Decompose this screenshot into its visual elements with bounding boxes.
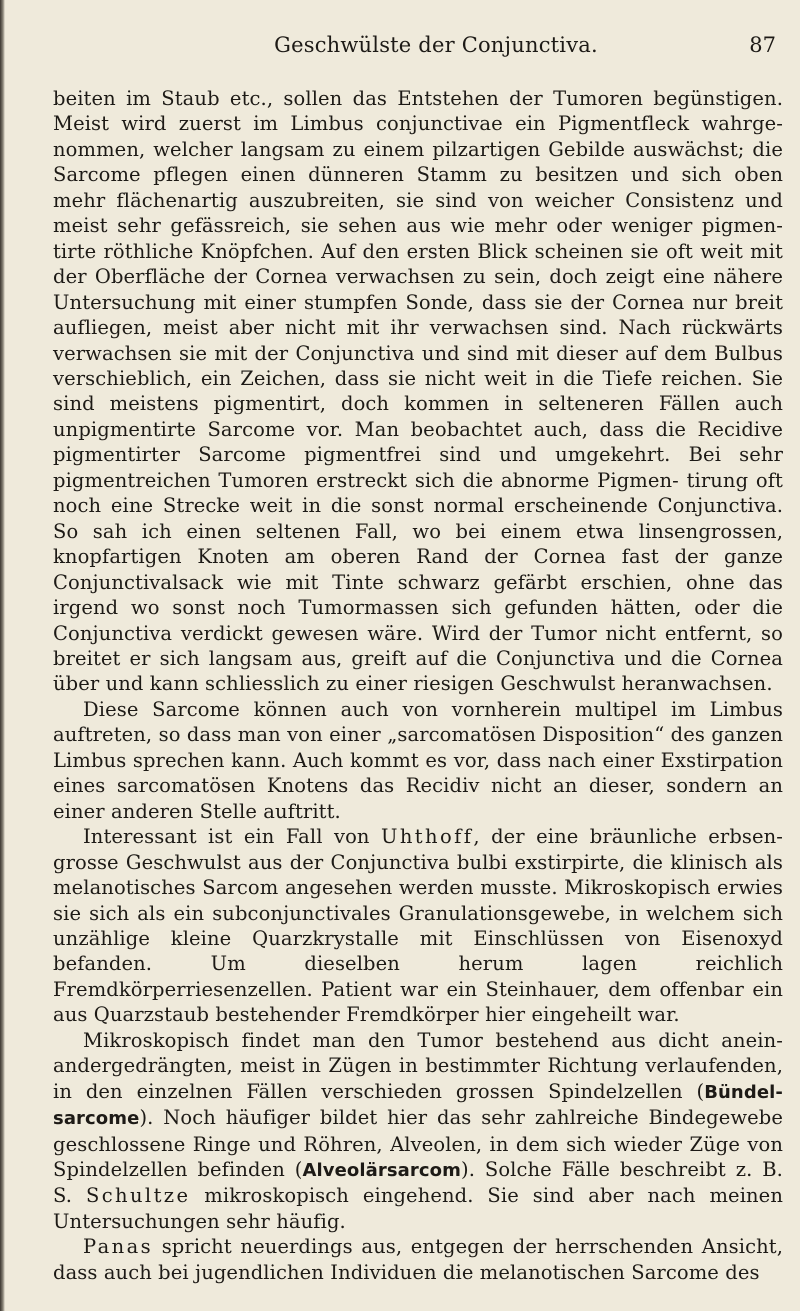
paragraph-3-text-start: Interessant ist ein Fall von (83, 825, 381, 849)
author-name-schultze: Schultze (85, 1184, 191, 1208)
page-number: 87 (749, 33, 776, 57)
author-name-uhthoff: Uhthoff (381, 825, 474, 849)
page-header (90, 33, 782, 63)
paragraph-3 (53, 824, 783, 1028)
paragraph-5 (53, 1234, 783, 1285)
paragraph-4 (53, 1028, 783, 1235)
paragraph-4-text-a: Mikroskopisch findet man den Tumor bestehend aus dicht anein- andergedrängten, meist in Zügen in bestimmter Richtung verlaufenden, in den einzelnen Fällen verschieden grossen Spindelzellen ( (53, 1028, 783, 1103)
paragraph-4-text-c: ). Solche Fälle beschreibt z. B. S. (53, 1158, 783, 1208)
term-alveolaersarcom: Alveolärsarcom (302, 1160, 461, 1182)
paragraph-2 (53, 697, 783, 824)
term-buendelsarcome: Bündel- sarcome (53, 1081, 783, 1130)
paragraph-3-text-end: , der eine bräunliche erbsen- grosse Geschwulst aus der Conjunctiva bulbi exstirpirte, die klinisch als melanotisches Sarcom angesehen werden musste. Mikroskopisch erwies sie sich als ein subconjunctivales Granulationsgewebe, in welchem sich unzählige kleine Quarzkrystalle mit Einschlüssen von Eisenoxyd befanden. Um dieselben herum lagen reichlich Fremdkörperriesenzellen. Patient war ein Steinhauer, dem offenbar ein aus Quarzstaub bestehender Fremdkörper hier eingeheilt war. (53, 825, 783, 1027)
running-title: Geschwülste der Conjunctiva. (274, 33, 598, 57)
paragraph-1-text: beiten im Staub etc., sollen das Entstehen der Tumoren begünstigen. Meist wird zuerst im Limbus conjunctivae ein Pigmentfleck wahrge- nommen, welcher langsam zu einem pilzartigen Gebilde auswächst; die Sarcome pflegen einen dünneren Stamm zu besitzen und sich oben mehr flächenartig auszubreiten, sie sind von weicher Consistenz und meist sehr gefässreich, sie sehen aus wie mehr oder weniger pigmen- tirte röthliche Knöpfchen. Auf den ersten Blick scheinen sie oft weit mit der Oberfläche der Cornea verwachsen zu sein, doch zeigt eine nähere Untersuchung mit einer stumpfen Sonde, dass sie der Cornea nur breit aufliegen, meist aber nicht mit ihr verwachsen sind. Nach rückwärts verwachsen sie mit der Conjunctiva und sind mit dieser auf dem Bulbus verschieblich, ein Zeichen, dass sie nicht weit in die Tiefe reichen. Sie sind meistens pigmentirt, doch kommen in selteneren Fällen auch unpigmentirte Sarcome vor. Man beobachtet auch, dass die Recidive pigmentirter Sarcome pigmentfrei sind und umgekehrt. Bei sehr pigmentreichen Tumoren erstreckt sich die abnorme Pigmen- tirung oft noch eine Strecke weit in die sonst normal erscheinende Conjunctiva. So sah ich einen seltenen Fall, wo bei einem etwa linsengrossen, knopfartigen Knoten am oberen Rand der Cornea fast der ganze Conjunctivalsack wie mit Tinte schwarz gefärbt erschien, ohne das irgend wo sonst noch Tumormassen sich gefunden hätten, oder die Conjunctiva verdickt gewesen wäre. Wird der Tumor nicht entfernt, so breitet er sich langsam aus, greift auf die Conjunctiva und die Cornea über und kann schliesslich zu einer riesigen Geschwulst heranwachsen. (53, 87, 783, 696)
body-text (53, 86, 783, 1285)
paragraph-2-text: Diese Sarcome können auch von vornherein multipel im Limbus auftreten, so dass man von einer „sarcomatösen Disposition“ des ganzen Limbus sprechen kann. Auch kommt es vor, dass nach einer Exstirpation eines sarcomatösen Knotens das Recidiv nicht an dieser, sondern an einer anderen Stelle auftritt. (53, 697, 783, 823)
author-name-panas: Panas (83, 1235, 154, 1259)
paragraph-4-text-d: mikroskopisch eingehend. Sie sind aber nach meinen Untersuchungen sehr häufig. (53, 1184, 783, 1233)
paragraph-1 (53, 86, 783, 697)
paragraph-4-text-b: ). Noch häufiger bildet hier das sehr zahlreiche Bindegewebe geschlossene Ringe und Röhren, Alveolen, in dem sich wieder Züge von Spindelzellen befinden ( (53, 1106, 783, 1182)
paragraph-5-text: spricht neuerdings aus, entgegen der herrschenden Ansicht, dass auch bei jugendlichen Individuen die melanotischen Sarcome des (53, 1235, 783, 1284)
